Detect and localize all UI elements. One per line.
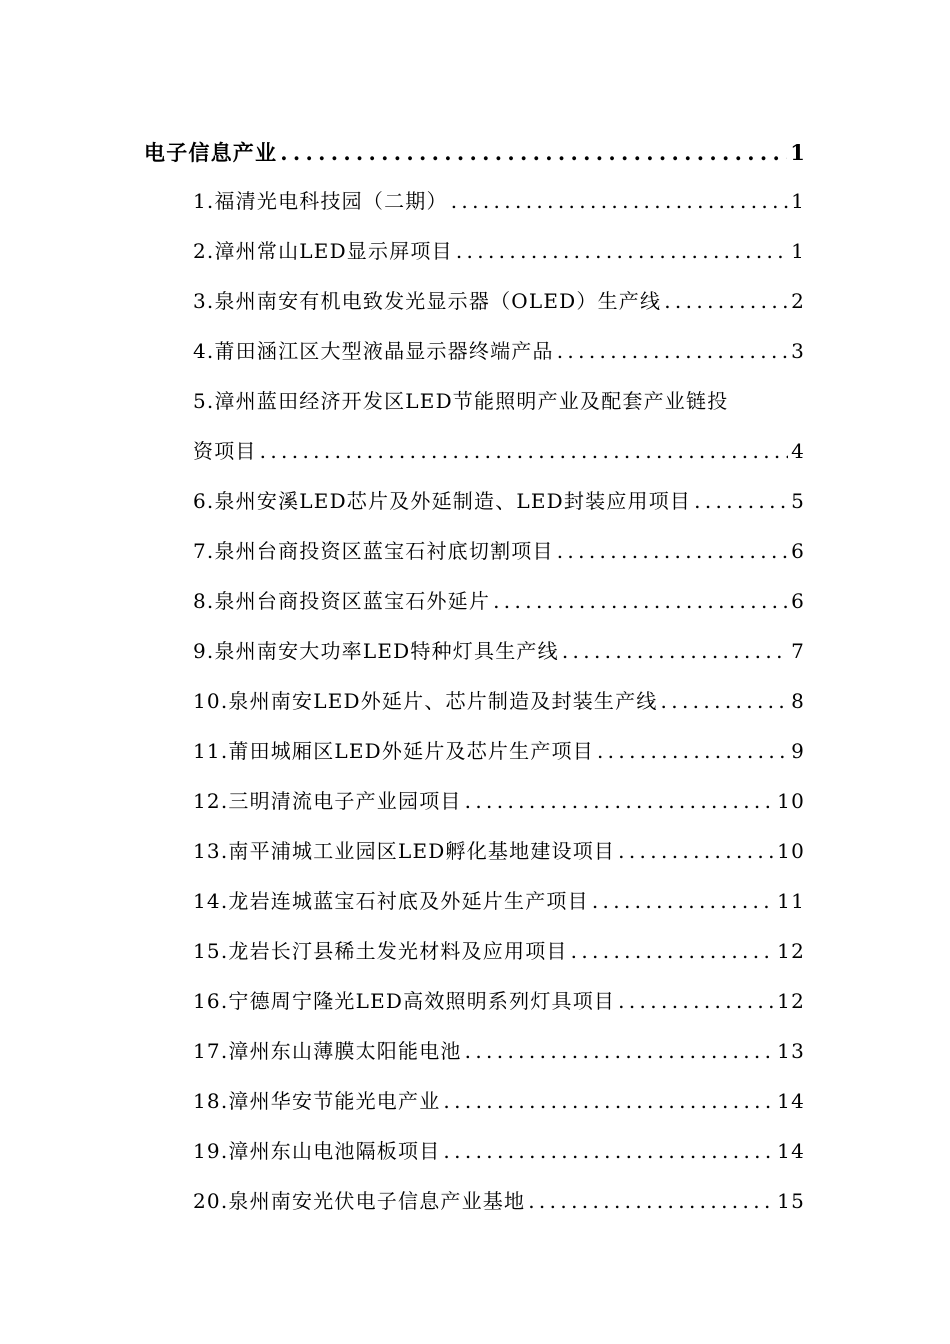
- toc-entry-page: 6: [791, 589, 805, 613]
- toc-leader-dots: [451, 187, 788, 215]
- toc-entry-title: 8.泉州台商投资区蓝宝石外延片: [193, 589, 491, 613]
- toc-leader-dots: [571, 937, 775, 965]
- toc-entry-page: 4: [791, 439, 805, 463]
- toc-entry-page: 5: [791, 489, 805, 513]
- toc-entry-title: 5.漳州蓝田经济开发区LED节能照明产业及配套产业链投: [193, 389, 729, 413]
- toc-leader-dots: [597, 737, 788, 765]
- toc-entry-title: 13.南平浦城工业园区LED孵化基地建设项目: [193, 839, 616, 863]
- toc-entry[interactable]: [193, 187, 805, 215]
- toc-entry-title: 12.三明清流电子产业园项目: [193, 789, 462, 813]
- toc-entry[interactable]: [193, 937, 805, 965]
- toc-entry-title: 4.莆田涵江区大型液晶显示器终端产品: [193, 339, 554, 363]
- toc-entry[interactable]: [193, 237, 805, 265]
- toc-entry-title: 17.漳州东山薄膜太阳能电池: [193, 1039, 462, 1063]
- toc-entry-page: 9: [791, 739, 805, 763]
- toc-entry[interactable]: [193, 1087, 805, 1115]
- toc-leader-dots: [562, 637, 788, 665]
- toc-entry[interactable]: [193, 337, 805, 365]
- toc-entry[interactable]: [193, 487, 805, 515]
- toc-entry-title: 20.泉州南安光伏电子信息产业基地: [193, 1189, 526, 1213]
- toc-entry[interactable]: [193, 1037, 805, 1065]
- toc-entry-page: 12: [777, 989, 805, 1013]
- toc-entry-title: 18.漳州华安节能光电产业: [193, 1089, 441, 1113]
- toc-leader-dots: [557, 337, 788, 365]
- toc-entry-page: 14: [777, 1139, 805, 1163]
- toc-entry-title: 14.龙岩连城蓝宝石衬底及外延片生产项目: [193, 889, 589, 913]
- toc-entry-title: 3.泉州南安有机电致发光显示器（OLED）生产线: [193, 289, 662, 313]
- toc-section-entry[interactable]: [144, 139, 806, 167]
- toc-entry-page: 1: [791, 189, 805, 213]
- toc-leader-dots: [443, 1137, 774, 1165]
- toc-entry[interactable]: [193, 687, 805, 715]
- toc-entry-page: 6: [791, 539, 805, 563]
- toc-leader-dots: [456, 237, 788, 265]
- toc-entry-page: 2: [791, 289, 805, 313]
- toc-leader-dots: [443, 1087, 774, 1115]
- toc-entry[interactable]: [193, 537, 805, 565]
- toc-entry[interactable]: [193, 287, 805, 315]
- toc-entry-page: 10: [777, 789, 805, 813]
- toc-entry[interactable]: [193, 637, 805, 665]
- toc-entry-page: 10: [777, 839, 805, 863]
- toc-entry[interactable]: [193, 737, 805, 765]
- toc-entry-title: 10.泉州南安LED外延片、芯片制造及封装生产线: [193, 689, 658, 713]
- toc-entry-title: 9.泉州南安大功率LED特种灯具生产线: [193, 639, 559, 663]
- toc-leader-dots: [465, 1037, 775, 1065]
- toc-leader-dots: [661, 687, 789, 715]
- toc-entry[interactable]: [193, 587, 805, 615]
- toc-entry-page: 15: [777, 1189, 805, 1213]
- toc-leader-dots: [592, 887, 774, 915]
- toc-entry-title: 1.福清光电科技园（二期）: [193, 189, 448, 213]
- toc-entry[interactable]: [193, 837, 805, 865]
- toc-leader-dots: [280, 139, 787, 167]
- toc-entry[interactable]: [193, 1137, 805, 1165]
- toc-entry-wrapped-first-line[interactable]: [193, 387, 805, 415]
- toc-entry-wrapped-second-line[interactable]: [193, 437, 805, 465]
- toc-entry-title: 2.漳州常山LED显示屏项目: [193, 239, 453, 263]
- toc-section-title: 电子信息产业: [144, 140, 278, 165]
- toc-entry[interactable]: [193, 1187, 805, 1215]
- toc-entry[interactable]: [193, 787, 805, 815]
- toc-entry-page: 12: [777, 939, 805, 963]
- toc-entry[interactable]: [193, 987, 805, 1015]
- toc-entry-title: 19.漳州东山电池隔板项目: [193, 1139, 441, 1163]
- toc-entry-title: 16.宁德周宁隆光LED高效照明系列灯具项目: [193, 989, 616, 1013]
- toc-entry-title: 6.泉州安溪LED芯片及外延制造、LED封装应用项目: [193, 489, 692, 513]
- toc-leader-dots: [528, 1187, 774, 1215]
- toc-entry-page: 11: [777, 889, 805, 913]
- toc-entry-title: 11.莆田城厢区LED外延片及芯片生产项目: [193, 739, 594, 763]
- toc-entry-page: 13: [777, 1039, 805, 1063]
- toc-entry-title-continued: 资项目: [193, 439, 257, 463]
- toc-entry-page: 7: [791, 639, 805, 663]
- toc-entry-title: 7.泉州台商投资区蓝宝石衬底切割项目: [193, 539, 554, 563]
- toc-leader-dots: [260, 437, 788, 465]
- toc-leader-dots: [618, 987, 774, 1015]
- toc-leader-dots: [694, 487, 788, 515]
- toc-leader-dots: [465, 787, 775, 815]
- toc-leader-dots: [618, 837, 774, 865]
- toc-leader-dots: [557, 537, 788, 565]
- toc-entry[interactable]: [193, 887, 805, 915]
- toc-entry-page: 3: [791, 339, 805, 363]
- toc-entry-page: 14: [777, 1089, 805, 1113]
- toc-entry-title: 15.龙岩长汀县稀土发光材料及应用项目: [193, 939, 568, 963]
- toc-entry-page: 8: [791, 689, 805, 713]
- toc-entry-page: 1: [791, 239, 805, 263]
- toc-leader-dots: [664, 287, 788, 315]
- toc-section-page: 1: [790, 140, 806, 165]
- toc-leader-dots: [493, 587, 788, 615]
